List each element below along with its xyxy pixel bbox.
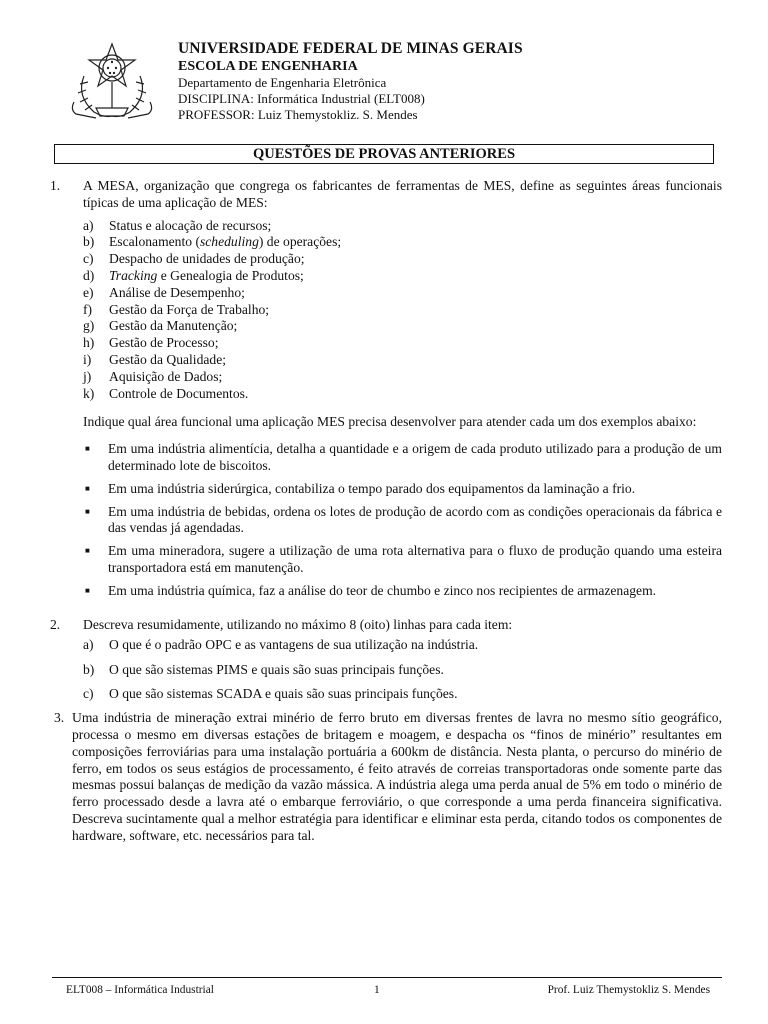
document-title: QUESTÕES DE PROVAS ANTERIORES <box>54 144 714 164</box>
question-intro: A MESA, organização que congrega os fabricantes de ferramentas de MES, define as seguintes áreas funcionais típicas de uma aplicação de MES: <box>83 178 722 210</box>
bullet-square-icon: ■ <box>85 483 90 493</box>
bullet-item: ■ Em uma indústria siderúrgica, contabiliza o tempo parado dos equipamentos da laminação a frio. <box>85 480 636 496</box>
list-item: b) Escalonamento (scheduling) de operações; <box>83 234 342 250</box>
list-item: k) Controle de Documentos. <box>83 385 249 401</box>
list-item: j) Aquisição de Dados; <box>83 368 223 384</box>
question-number: 1. <box>50 178 61 193</box>
list-item: e) Análise de Desempenho; <box>83 284 245 300</box>
footer-course: ELT008 – Informática Industrial <box>66 984 214 996</box>
list-item: c) O que são sistemas SCADA e quais são suas principais funções. <box>83 685 458 701</box>
bullet-square-icon: ■ <box>85 506 90 516</box>
national-coat-of-arms-seal <box>66 38 158 124</box>
list-item: g) Gestão da Manutenção; <box>83 318 238 334</box>
document-header <box>52 38 722 128</box>
question-3 <box>50 710 722 844</box>
university-name: UNIVERSIDADE FEDERAL DE MINAS GERAIS <box>178 40 523 57</box>
list-item: f) Gestão da Força de Trabalho; <box>83 301 270 317</box>
list-item: a) O que é o padrão OPC e as vantagens de sua utilização na indústria. <box>83 637 479 653</box>
school-name: ESCOLA DE ENGENHARIA <box>178 59 358 74</box>
bullet-item: ■ Em uma indústria química, faz a análise do teor de chumbo e zinco nos recipientes de armazenagem. <box>85 582 657 598</box>
question-intro: Descreva resumidamente, utilizando no máximo 8 (oito) linhas para cada item: <box>83 616 513 632</box>
list-item: c) Despacho de unidades de produção; <box>83 251 305 267</box>
document-body <box>50 178 722 845</box>
question-number: 2. <box>50 616 61 632</box>
professor-line: PROFESSOR: Luiz Themystokliz. S. Mendes <box>178 107 418 122</box>
question-2 <box>50 617 722 703</box>
department-name: Departamento de Engenharia Eletrônica <box>178 75 387 90</box>
bullet-square-icon: ■ <box>85 546 90 556</box>
question-prompt: Indique qual área funcional uma aplicação MES precisa desenvolver para atender cada um dos exemplos abaixo: <box>83 414 697 430</box>
question-text: Uma indústria de mineração extrai minério de ferro bruto em diversas frentes de lavra no mesmo sítio geográfico, processa o mesmo em diversas estações de britagem e moagem, e despacha os “finos de minério” resultantes em composições ferroviárias para uma instalação portuária a 600km de distância. Nesta planta, o percurso do minério de ferro, em todos os seus estágios de processamento, é feito através de correias transportadoras onde somente parte das mesmas possui balanças de medição da vazão mássica. A indústria alega uma perda anual de 5% em todo o minério de ferro processado desde a lavra até o embarque ferroviário, o que corresponde a uma perda financeira significativa. Descreva sucintamente qual a melhor estratégia para identificar e eliminar esta perda, citando todos os componentes de hardware, software, etc. necessários para tal. <box>72 710 722 843</box>
mes-functional-areas-list <box>83 218 722 403</box>
bullet-square-icon: ■ <box>85 585 90 595</box>
bullet-item: ■ Em uma mineradora, sugere a utilização de uma rota alternativa para o fluxo de produção quando uma esteira transportadora está em manutenção. <box>85 543 722 575</box>
question-2-items <box>83 637 722 702</box>
bullet-square-icon: ■ <box>85 444 90 454</box>
question-number: 3. <box>54 710 65 726</box>
question-1 <box>50 178 722 600</box>
footer-divider <box>52 977 722 978</box>
bullet-item: ■ Em uma indústria de bebidas, ordena os lotes de produção de acordo com as condições operacionais da fábrica e das vendas já agendadas. <box>85 503 722 536</box>
list-item: b) O que são sistemas PIMS e quais são suas principais funções. <box>83 661 444 677</box>
footer-professor: Prof. Luiz Themystokliz S. Mendes <box>547 984 710 996</box>
discipline-line: DISCIPLINA: Informática Industrial (ELT008) <box>178 91 425 106</box>
list-item: a) Status e alocação de recursos; <box>83 217 272 233</box>
list-item: i) Gestão da Qualidade; <box>83 351 227 367</box>
list-item: d) Tracking e Genealogia de Produtos; <box>83 267 304 283</box>
bullet-item: ■ Em uma indústria alimentícia, detalha a quantidade e a origem de cada produto utilizado para a produção de um determinado lote de biscoitos. <box>85 441 722 473</box>
list-item: h) Gestão de Processo; <box>83 335 219 351</box>
page-number: 1 <box>374 984 380 996</box>
examples-list <box>83 441 722 599</box>
